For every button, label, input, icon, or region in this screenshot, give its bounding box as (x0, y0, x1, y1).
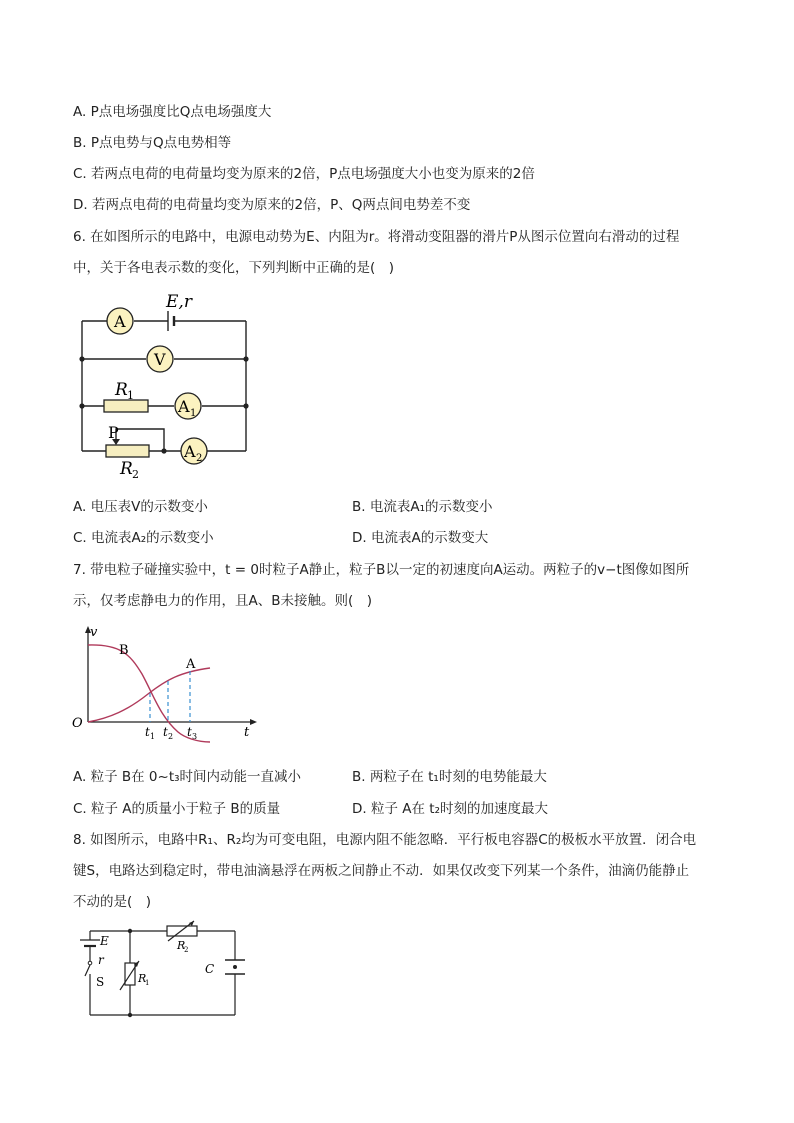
q6-label-ammeter-a2: A (184, 442, 196, 461)
q5-option-d: D. 若两点电荷的电荷量均变为原来的2倍，P、Q两点间电势差不变 (73, 197, 471, 213)
q6-label-r1: R (115, 380, 128, 400)
q7-t2-sub: 2 (168, 732, 174, 741)
q7-option-a: A. 粒子 B在 0~t₃时间内动能一直减小 (73, 769, 302, 785)
q8-stem-line1: 8. 如图所示，电路中R₁、R₂均为可变电阻，电源内阻不能忽略．平行板电容器C的极板水平放置．闭合电 (73, 832, 697, 848)
q6-label-r2: R (120, 459, 133, 479)
q6-option-d: D. 电流表A的示数变大 (352, 530, 489, 546)
q6-label-ammeter-a1: A (178, 397, 190, 416)
q7-t1-sub: 1 (150, 732, 156, 741)
q6-label-a1-sub: 1 (190, 408, 197, 419)
q8-label-r2: R (177, 939, 186, 952)
q6-option-b: B. 电流表A₁的示数变小 (352, 499, 493, 515)
q7-option-d: D. 粒子 A在 t₂时刻的加速度最大 (352, 801, 549, 817)
q8-stem-line2: 键S，电路达到稳定时，带电油滴悬浮在两板之间静止不动．如果仅改变下列某一个条件，油滴仍能静止 (73, 863, 690, 879)
q7-t3-sub: 3 (192, 732, 198, 741)
q7-t1-label: t (145, 725, 150, 739)
q6-circuit-diagram (70, 288, 270, 480)
q6-label-emf: E,r (166, 292, 192, 312)
q7-option-b: B. 两粒子在 t₁时刻的电势能最大 (352, 769, 547, 785)
q8-circuit-diagram (72, 918, 252, 1022)
q8-label-s: S (96, 975, 105, 989)
q5-option-b: B. P点电势与Q点电势相等 (73, 135, 232, 151)
q5-option-c: C. 若两点电荷的电荷量均变为原来的2倍，P点电场强度大小也变为原来的2倍 (73, 166, 535, 182)
q7-option-c: C. 粒子 A的质量小于粒子 B的质量 (73, 801, 281, 817)
q6-option-c: C. 电流表A₂的示数变小 (73, 530, 214, 546)
q6-stem-line2: 中，关于各电表示数的变化，下列判断中正确的是( ) (73, 260, 395, 276)
q7-stem-line1: 7. 带电粒子碰撞实验中，t = 0时粒子A静止，粒子B以一定的初速度向A运动。两粒子的v−t图像如图所 (73, 562, 690, 578)
q7-vt-graph (70, 624, 270, 748)
q7-origin-label: O (72, 716, 83, 731)
q8-label-e: E (100, 934, 109, 948)
q6-stem-line1: 6. 在如图所示的电路中，电源电动势为E、内阻为r。将滑动变阻器的滑片P从图示位置向右滑动的过程 (73, 229, 680, 245)
q6-label-voltmeter: V (154, 350, 166, 369)
q7-axis-t-label: t (244, 725, 250, 740)
q6-label-a2-sub: 2 (196, 453, 203, 464)
q7-curve-a-label: A (186, 657, 196, 672)
q7-stem-line2: 示，仅考虑静电力的作用，且A、B未接触。则( ) (73, 593, 373, 609)
q6-label-r1-sub: 1 (127, 389, 134, 402)
q6-label-r2-sub: 2 (132, 468, 139, 480)
q8-stem-line3: 不动的是( ) (73, 894, 152, 910)
q7-curve-b-label: B (119, 643, 129, 658)
q8-label-r: r (98, 953, 104, 967)
q8-label-r1-sub: 1 (145, 979, 150, 987)
q8-label-r1: R (138, 972, 147, 985)
q7-axis-v-label: v (90, 625, 98, 640)
q6-label-slider-p: P (108, 423, 119, 442)
q6-option-a: A. 电压表V的示数变小 (73, 499, 208, 515)
q6-label-ammeter-a: A (114, 312, 126, 331)
q7-t3-label: t (187, 725, 192, 739)
q8-label-c: C (205, 962, 215, 976)
q8-label-r2-sub: 2 (184, 946, 189, 954)
q7-curve-a (88, 668, 210, 722)
q7-t2-label: t (163, 725, 168, 739)
q5-option-a: A. P点电场强度比Q点电场强度大 (73, 104, 272, 120)
